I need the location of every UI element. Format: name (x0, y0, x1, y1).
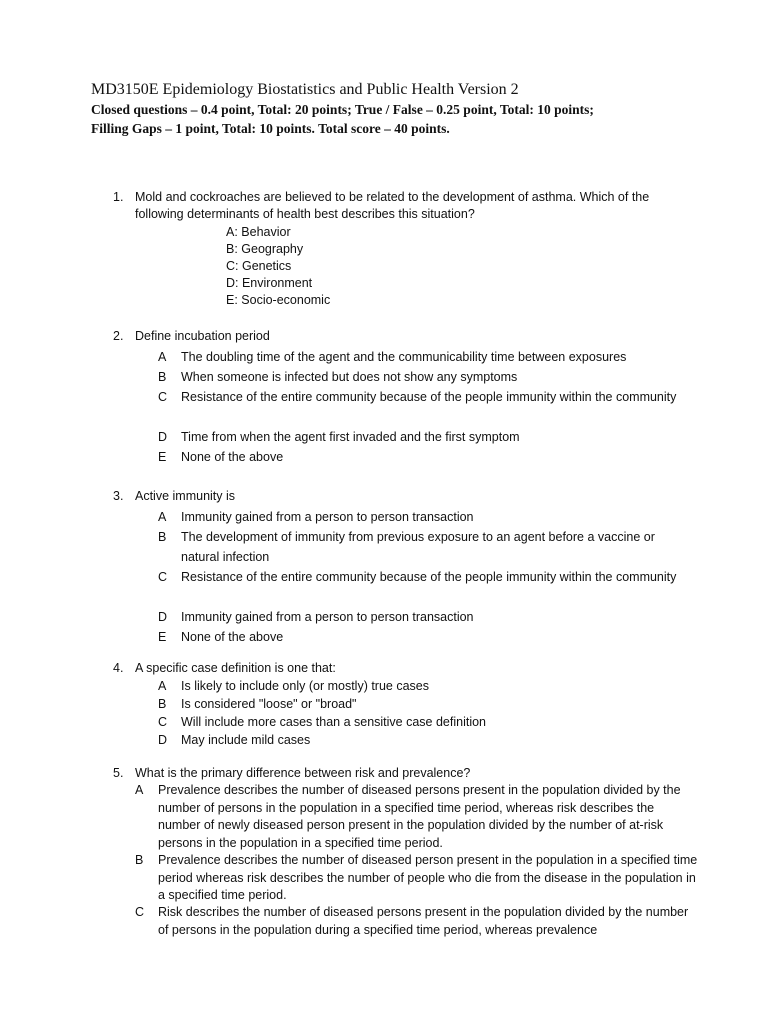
option-text: None of the above (181, 630, 284, 644)
option-text: Resistance of the entire community because of the people immunity within the community (181, 390, 677, 404)
option-letter: E (158, 450, 167, 464)
option-letter: A (135, 783, 144, 797)
option-letter: A (158, 679, 167, 693)
question-text: Define incubation period (135, 329, 270, 343)
question-number: 3. (113, 489, 124, 503)
option-text: Resistance of the entire community because of the people immunity within the community (181, 570, 677, 584)
option: A: Behavior (226, 225, 291, 239)
option-text: Immunity gained from a person to person transaction (181, 610, 474, 624)
option-text: Risk describes the number of diseased persons present in the population divided by the number of persons in the population during a specified time period, whereas prevalence (158, 905, 689, 937)
option-letter: D (158, 610, 168, 624)
option-text: The development of immunity from previous exposure to an agent before a vaccine or natural infection (181, 530, 655, 564)
option-letter: D (158, 430, 168, 444)
option-text: May include mild cases (181, 733, 311, 747)
option-text: Immunity gained from a person to person transaction (181, 510, 474, 524)
question-text: A specific case definition is one that: (135, 661, 336, 675)
option-text: The doubling time of the agent and the communicability time between exposures (181, 350, 627, 364)
scoring-line-1: Closed questions – 0.4 point, Total: 20 points; True / False – 0.25 point, Total: 10 points; (91, 102, 594, 117)
option-letter: B (158, 530, 167, 544)
document-header (91, 80, 731, 138)
option: E: Socio-economic (226, 293, 331, 307)
option-text: Is considered "loose" or "broad" (181, 697, 357, 711)
scoring-line-2: Filling Gaps – 1 point, Total: 10 points. Total score – 40 points. (91, 121, 450, 136)
option-text: Time from when the agent first invaded and the first symptom (181, 430, 520, 444)
question-1-options (226, 224, 330, 309)
option-letter: B (135, 853, 144, 867)
option-letter: E (158, 630, 167, 644)
option-letter: D (158, 733, 168, 747)
question-number: 4. (113, 661, 124, 675)
option-text: Will include more cases than a sensitive case definition (181, 715, 487, 729)
option-text: None of the above (181, 450, 284, 464)
option: C: Genetics (226, 259, 292, 273)
option-letter: C (158, 390, 168, 404)
option-text: When someone is infected but does not show any symptoms (181, 370, 518, 384)
question-text: Mold and cockroaches are believed to be related to the development of asthma. Which of the following determinants of health best describes this situation? (135, 190, 650, 222)
option-letter: C (158, 570, 168, 584)
option: B: Geography (226, 242, 304, 256)
option-letter: C (158, 715, 168, 729)
question-number: 2. (113, 329, 124, 343)
question-text: What is the primary difference between risk and prevalence? (135, 766, 471, 780)
option-letter: C (135, 905, 145, 919)
question-number: 5. (113, 766, 124, 780)
option: D: Environment (226, 276, 313, 290)
question-number: 1. (113, 190, 124, 204)
option-letter: B (158, 370, 167, 384)
option-letter: A (158, 350, 167, 364)
option-text: Is likely to include only (or mostly) true cases (181, 679, 430, 693)
option-text: Prevalence describes the number of diseased persons present in the population divided by the number of persons in the population in a specified time period, whereas risk describes the number of newly diseased person present in the population divided by the number of at-risk persons in the population in a specified time period. (158, 783, 681, 850)
question-text: Active immunity is (135, 489, 236, 503)
option-letter: B (158, 697, 167, 711)
option-text: Prevalence describes the number of diseased person present in the population in a specified time period whereas risk describes the number of people who die from the disease in the population in a specified time period. (158, 853, 698, 902)
option-letter: A (158, 510, 167, 524)
document-title: MD3150E Epidemiology Biostatistics and Public Health Version 2 (91, 81, 519, 98)
